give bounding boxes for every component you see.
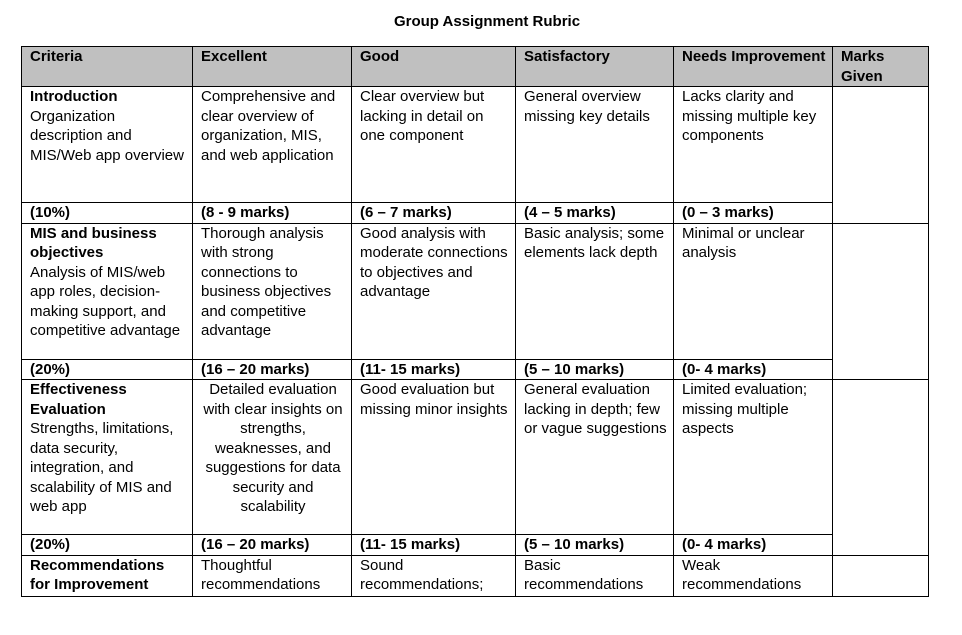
good-marks: (11- 15 marks)	[352, 359, 516, 380]
table-row	[22, 223, 929, 359]
satisfactory-cell: General overview missing key details	[516, 87, 674, 203]
good-cell: Sound recommendations;	[352, 555, 516, 597]
header-criteria: Criteria	[22, 47, 193, 87]
marks-row	[22, 359, 929, 380]
marks-given-cell[interactable]	[833, 380, 929, 556]
criteria-description: Strengths, limitations, data security, integration, and scalability of MIS and web app	[30, 420, 174, 515]
marks-given-cell[interactable]	[833, 223, 929, 380]
header-excellent: Excellent	[193, 47, 352, 87]
needs-improvement-cell: Weak recommendations	[674, 555, 833, 597]
good-marks: (6 – 7 marks)	[352, 203, 516, 224]
excellent-cell: Detailed evaluation with clear insights on strengths, weaknesses, and suggestions for data security and scalability	[193, 380, 352, 535]
rubric-table-container	[21, 46, 929, 597]
rubric-table	[21, 46, 929, 597]
criteria-title: Effectiveness Evaluation	[30, 381, 127, 418]
table-row	[22, 555, 929, 597]
excellent-marks: (16 – 20 marks)	[193, 359, 352, 380]
weight-cell: (10%)	[22, 203, 193, 224]
needs-improvement-marks: (0 – 3 marks)	[674, 203, 833, 224]
criteria-title: Introduction	[30, 88, 118, 105]
good-cell: Good evaluation but missing minor insights	[352, 380, 516, 535]
satisfactory-cell: General evaluation lacking in depth; few or vague suggestions	[516, 380, 674, 535]
criteria-cell	[22, 223, 193, 359]
needs-improvement-marks: (0- 4 marks)	[674, 359, 833, 380]
excellent-cell: Thoughtful recommendations	[193, 555, 352, 597]
needs-improvement-cell: Limited evaluation; missing multiple aspects	[674, 380, 833, 535]
marks-given-cell[interactable]	[833, 87, 929, 224]
criteria-description: Organization description and MIS/Web app overview	[30, 107, 184, 164]
satisfactory-marks: (5 – 10 marks)	[516, 535, 674, 556]
excellent-cell: Thorough analysis with strong connections to business objectives and competitive advantage	[193, 223, 352, 359]
satisfactory-cell: Basic analysis; some elements lack depth	[516, 223, 674, 359]
table-row	[22, 87, 929, 203]
excellent-cell: Comprehensive and clear overview of organization, MIS, and web application	[193, 87, 352, 203]
excellent-marks: (16 – 20 marks)	[193, 535, 352, 556]
table-header-row	[22, 47, 929, 87]
weight-cell: (20%)	[22, 359, 193, 380]
marks-row	[22, 535, 929, 556]
table-row	[22, 380, 929, 535]
header-marks-given: Marks Given	[833, 47, 929, 87]
needs-improvement-marks: (0- 4 marks)	[674, 535, 833, 556]
criteria-cell	[22, 380, 193, 535]
header-good: Good	[352, 47, 516, 87]
header-satisfactory: Satisfactory	[516, 47, 674, 87]
needs-improvement-cell: Lacks clarity and missing multiple key components	[674, 87, 833, 203]
marks-row	[22, 203, 929, 224]
good-cell: Clear overview but lacking in detail on one component	[352, 87, 516, 203]
satisfactory-marks: (4 – 5 marks)	[516, 203, 674, 224]
criteria-title: Recommendations for Improvement	[30, 556, 165, 593]
good-marks: (11- 15 marks)	[352, 535, 516, 556]
needs-improvement-cell: Minimal or unclear analysis	[674, 223, 833, 359]
criteria-cell	[22, 555, 193, 597]
marks-given-cell[interactable]	[833, 555, 929, 597]
criteria-description: Analysis of MIS/web app roles, decision-making support, and competitive advantage	[30, 263, 181, 339]
criteria-cell	[22, 87, 193, 203]
criteria-title: MIS and business objectives	[30, 224, 157, 261]
satisfactory-cell: Basic recommendations	[516, 555, 674, 597]
excellent-marks: (8 - 9 marks)	[193, 203, 352, 224]
weight-cell: (20%)	[22, 535, 193, 556]
satisfactory-marks: (5 – 10 marks)	[516, 359, 674, 380]
good-cell: Good analysis with moderate connections to objectives and advantage	[352, 223, 516, 359]
header-needs-improvement: Needs Improvement	[674, 47, 833, 87]
page-title: Group Assignment Rubric	[393, 13, 581, 30]
